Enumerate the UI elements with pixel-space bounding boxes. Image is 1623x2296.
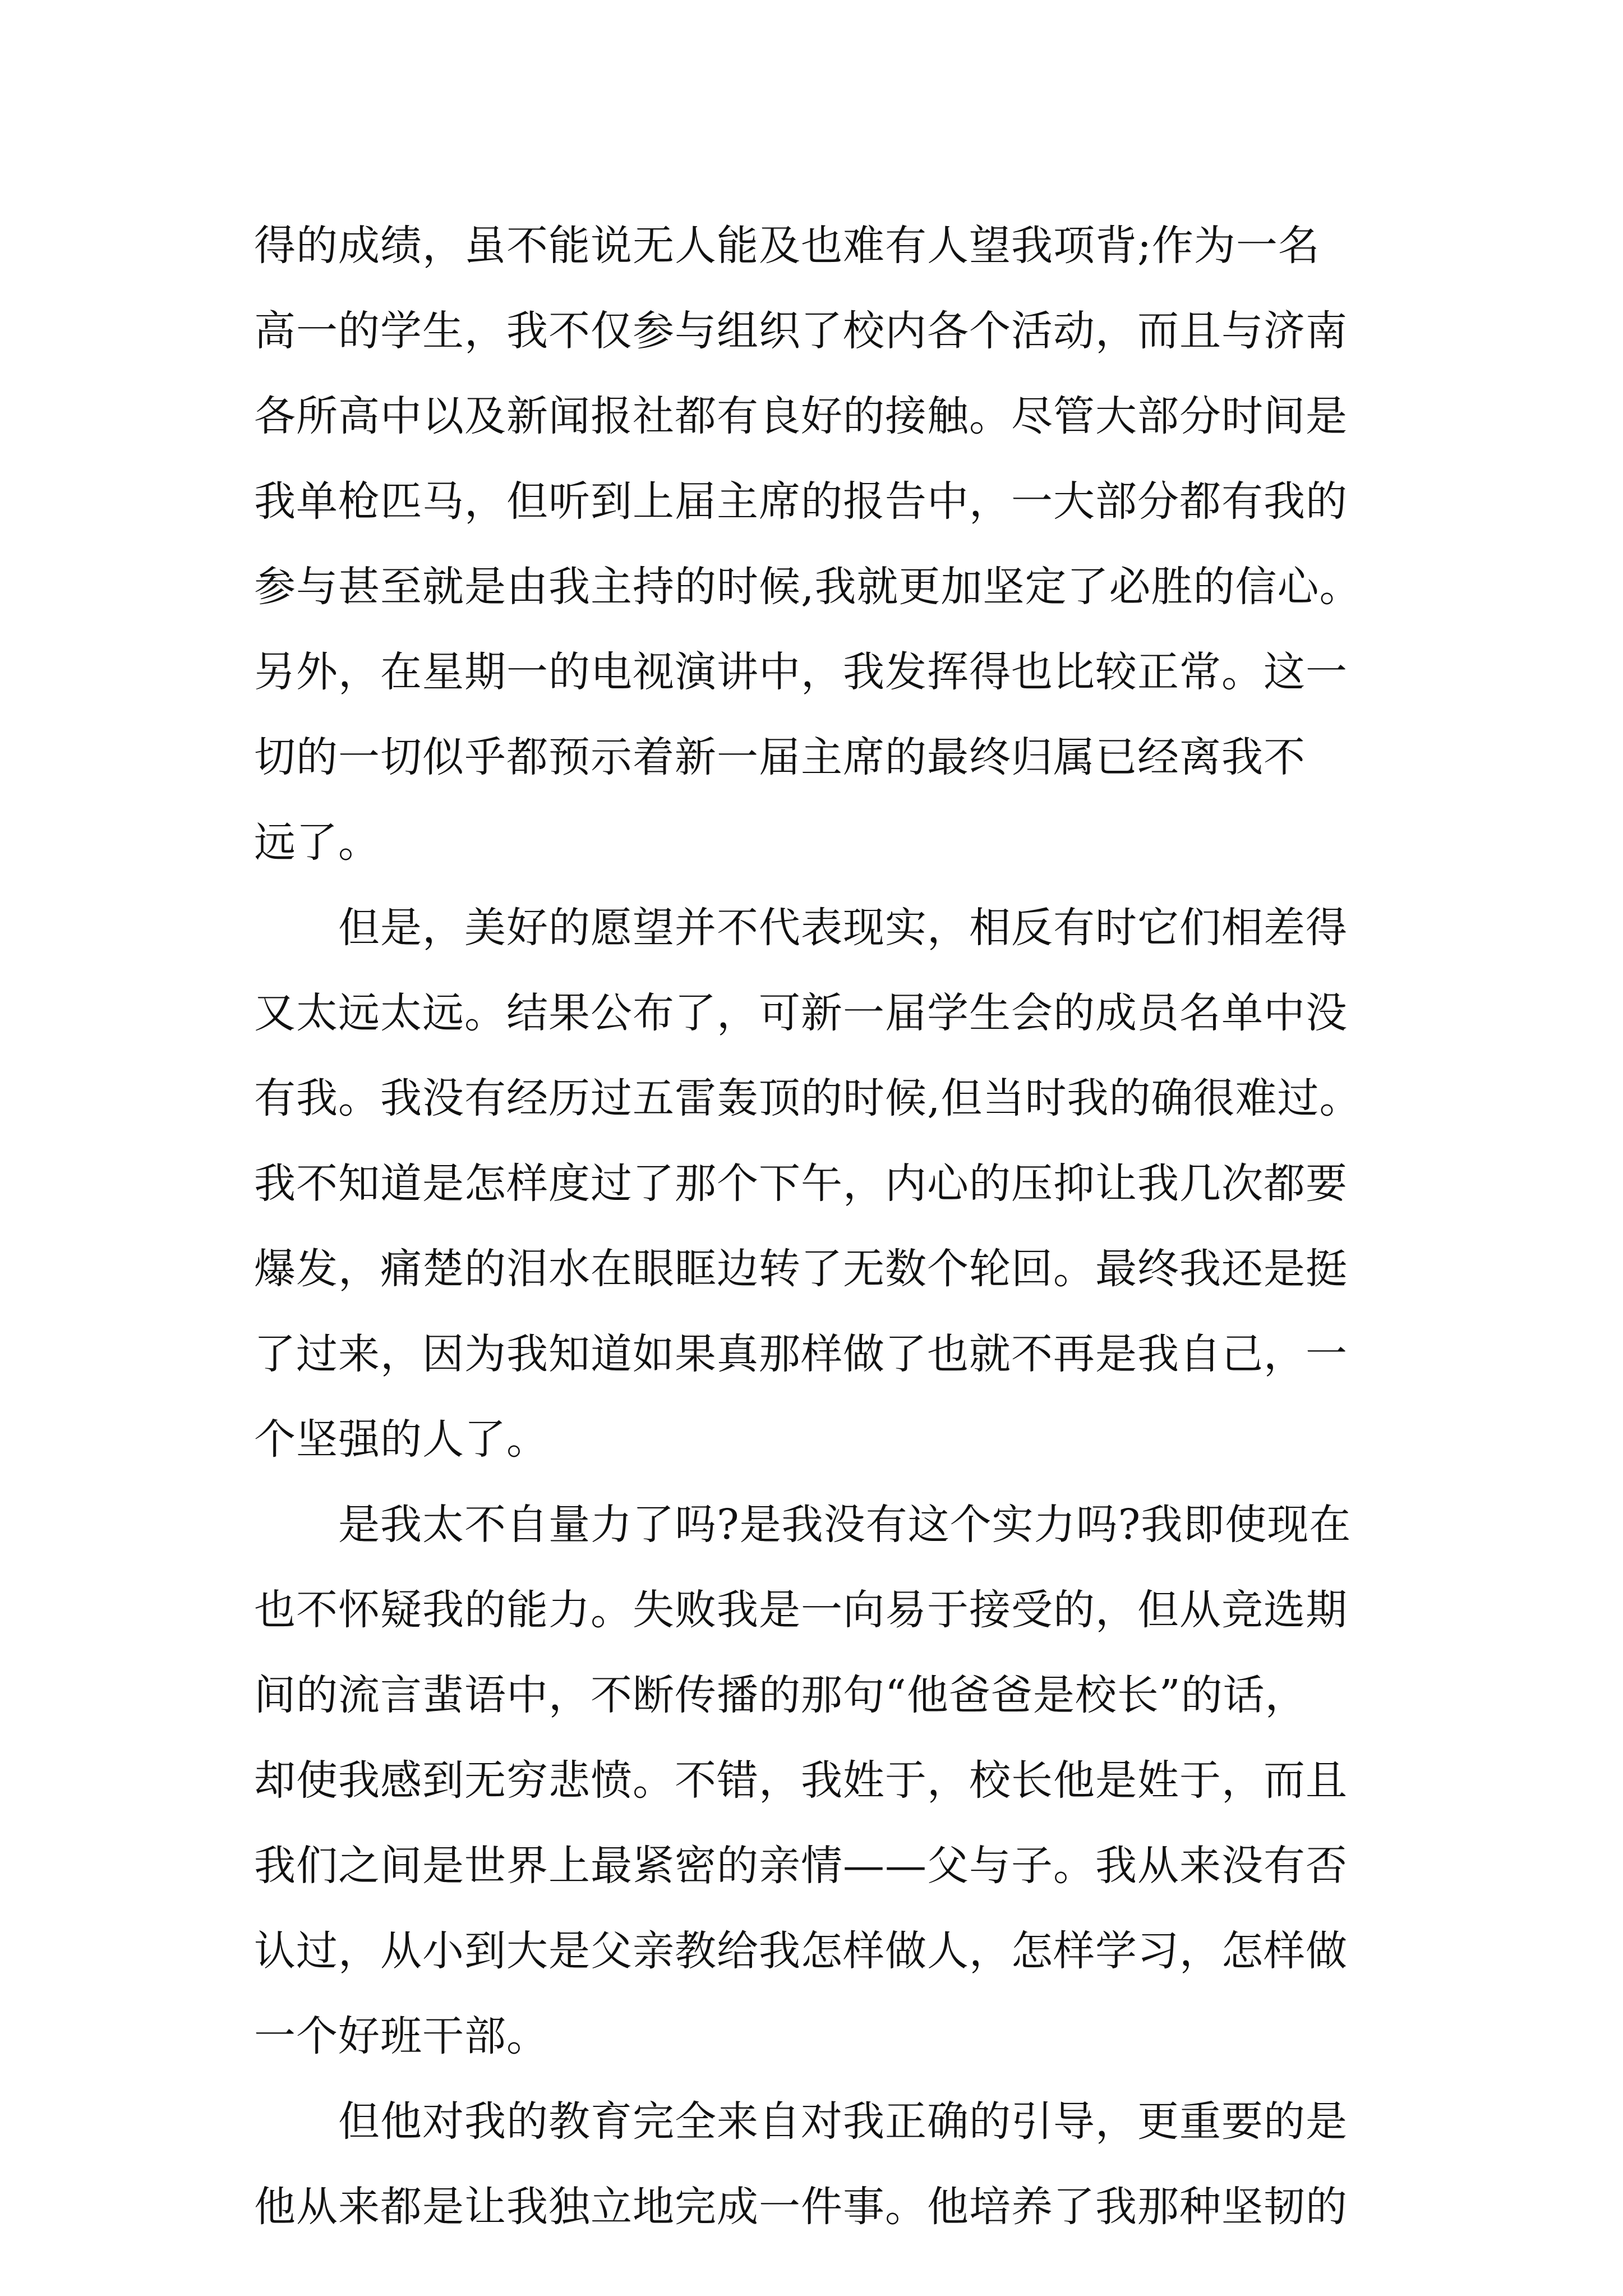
text-line: 各所高中以及新闻报社都有良好的接触。尽管大部分时间是 — [254, 392, 1348, 440]
text-line: 另外，在星期一的电视演讲中，我发挥得也比较正常。这一 — [254, 648, 1348, 696]
text-line: 又太远太远。结果公布了，可新一届学生会的成员名单中没 — [254, 989, 1348, 1037]
paragraph — [254, 885, 1398, 1482]
text-line: 有我。我没有经历过五雷轰顶的时候,但当时我的确很难过。 — [254, 1074, 1362, 1122]
text-line: 但是，美好的愿望并不代表现实，相反有时它们相差得 — [338, 904, 1348, 952]
text-line: 切的一切似乎都预示着新一届主席的最终归属已经离我不 — [254, 733, 1306, 781]
text-line: 个坚强的人了。 — [254, 1415, 548, 1464]
text-line: 认过，从小到大是父亲教给我怎样做人，怎样学习，怎样做 — [254, 1927, 1348, 1975]
text-line: 高一的学生，我不仅参与组织了校内各个活动，而且与济南 — [254, 307, 1348, 355]
text-line: 参与甚至就是由我主持的时候,我就更加坚定了必胜的信心。 — [254, 563, 1362, 611]
paragraph — [254, 2079, 1398, 2249]
text-line: 我单枪匹马，但听到上届主席的报告中，一大部分都有我的 — [254, 477, 1348, 526]
text-line: 远了。 — [254, 818, 380, 867]
text-line: 我们之间是世界上最紧密的亲情——父与子。我从来没有否 — [254, 1842, 1348, 1890]
text-line: 得的成绩，虽不能说无人能及也难有人望我项背;作为一名 — [254, 222, 1320, 270]
text-line: 却使我感到无穷悲愤。不错，我姓于，校长他是姓于，而且 — [254, 1756, 1348, 1805]
text-line: 也不怀疑我的能力。失败我是一向易于接受的，但从竞选期 — [254, 1586, 1348, 1634]
text-line: 我不知道是怎样度过了那个下午，内心的压抑让我几次都要 — [254, 1159, 1348, 1208]
text-line: 但他对我的教育完全来自对我正确的引导，更重要的是 — [338, 2097, 1348, 2146]
paragraph — [254, 1482, 1398, 2079]
paragraph — [254, 203, 1398, 885]
text-line: 他从来都是让我独立地完成一件事。他培养了我那种坚韧的 — [254, 2183, 1348, 2231]
text-line: 爆发，痛楚的泪水在眼眶边转了无数个轮回。最终我还是挺 — [254, 1245, 1348, 1293]
text-line: 了过来，因为我知道如果真那样做了也就不再是我自己，一 — [254, 1330, 1348, 1378]
body-text — [254, 203, 1398, 2249]
text-line: 间的流言蜚语中，不断传播的那句“他爸爸是校长”的话， — [254, 1671, 1307, 1719]
text-line: 一个好班干部。 — [254, 2012, 548, 2060]
text-line: 是我太不自量力了吗?是我没有这个实力吗?我即使现在 — [338, 1501, 1352, 1549]
